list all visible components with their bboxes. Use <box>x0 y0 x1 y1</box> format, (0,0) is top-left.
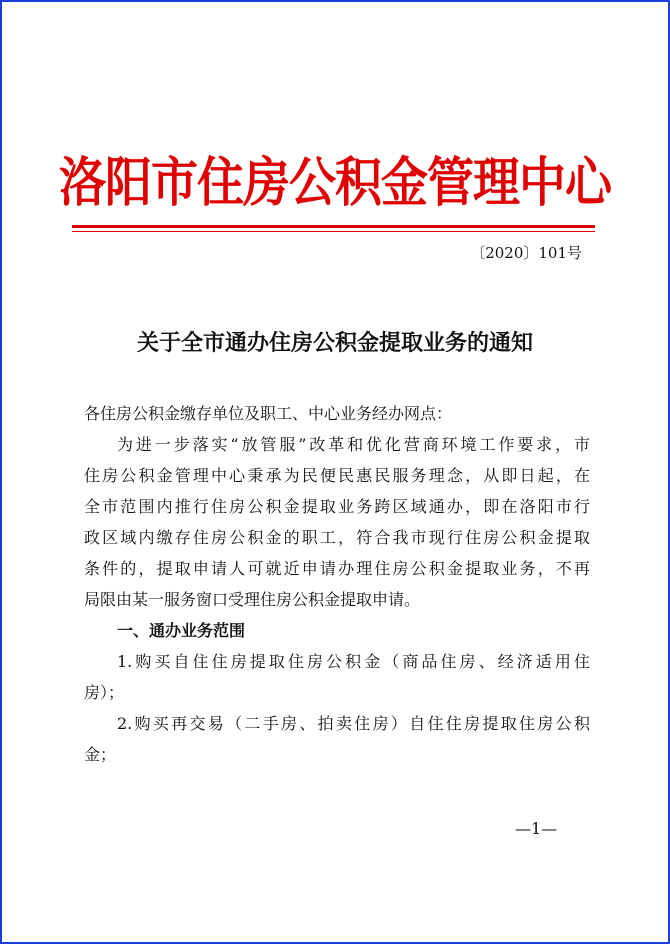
paragraph-line: 全市范围内推行住房公积金提取业务跨区域通办，即在洛阳市行 <box>84 497 590 516</box>
section-heading: 一、通办业务范围 <box>117 621 246 640</box>
paragraph-line: 为进一步落实“放管服”改革和优化营商环境工作要求，市 <box>117 435 590 454</box>
notice-title: 关于全市通办住房公积金提取业务的通知 <box>136 330 533 356</box>
paragraph-line: 住房公积金管理中心秉承为民便民惠民服务理念，从即日起，在 <box>84 466 590 485</box>
paragraph-line: 条件的，提取申请人可就近申请办理住房公积金提取业务，不再 <box>84 559 590 578</box>
list-item-line: 金； <box>84 745 117 764</box>
paragraph-line: 局限由某一服务窗口受理住房公积金提取申请。 <box>84 590 421 609</box>
list-item-line: 1.购买自住住房提取住房公积金（商品住房、经济适用住 <box>117 652 590 671</box>
list-item-line: 2.购买再交易（二手房、拍卖住房）自住住房提取住房公积 <box>117 714 590 733</box>
letterhead-title: 洛阳市住房公积金管理中心 <box>59 152 611 214</box>
list-item-line: 房）； <box>84 683 125 702</box>
letterhead-rule-thin <box>72 231 595 232</box>
page-number: —1— <box>515 819 558 838</box>
salutation: 各住房公积金缴存单位及职工、中心业务经办网点： <box>84 404 453 423</box>
notice-body <box>84 398 590 770</box>
letterhead-rule-thick <box>72 225 595 228</box>
paragraph-line: 政区域内缴存住房公积金的职工，符合我市现行住房公积金提取 <box>84 528 590 547</box>
document-number: 〔2020〕101号 <box>470 244 582 262</box>
